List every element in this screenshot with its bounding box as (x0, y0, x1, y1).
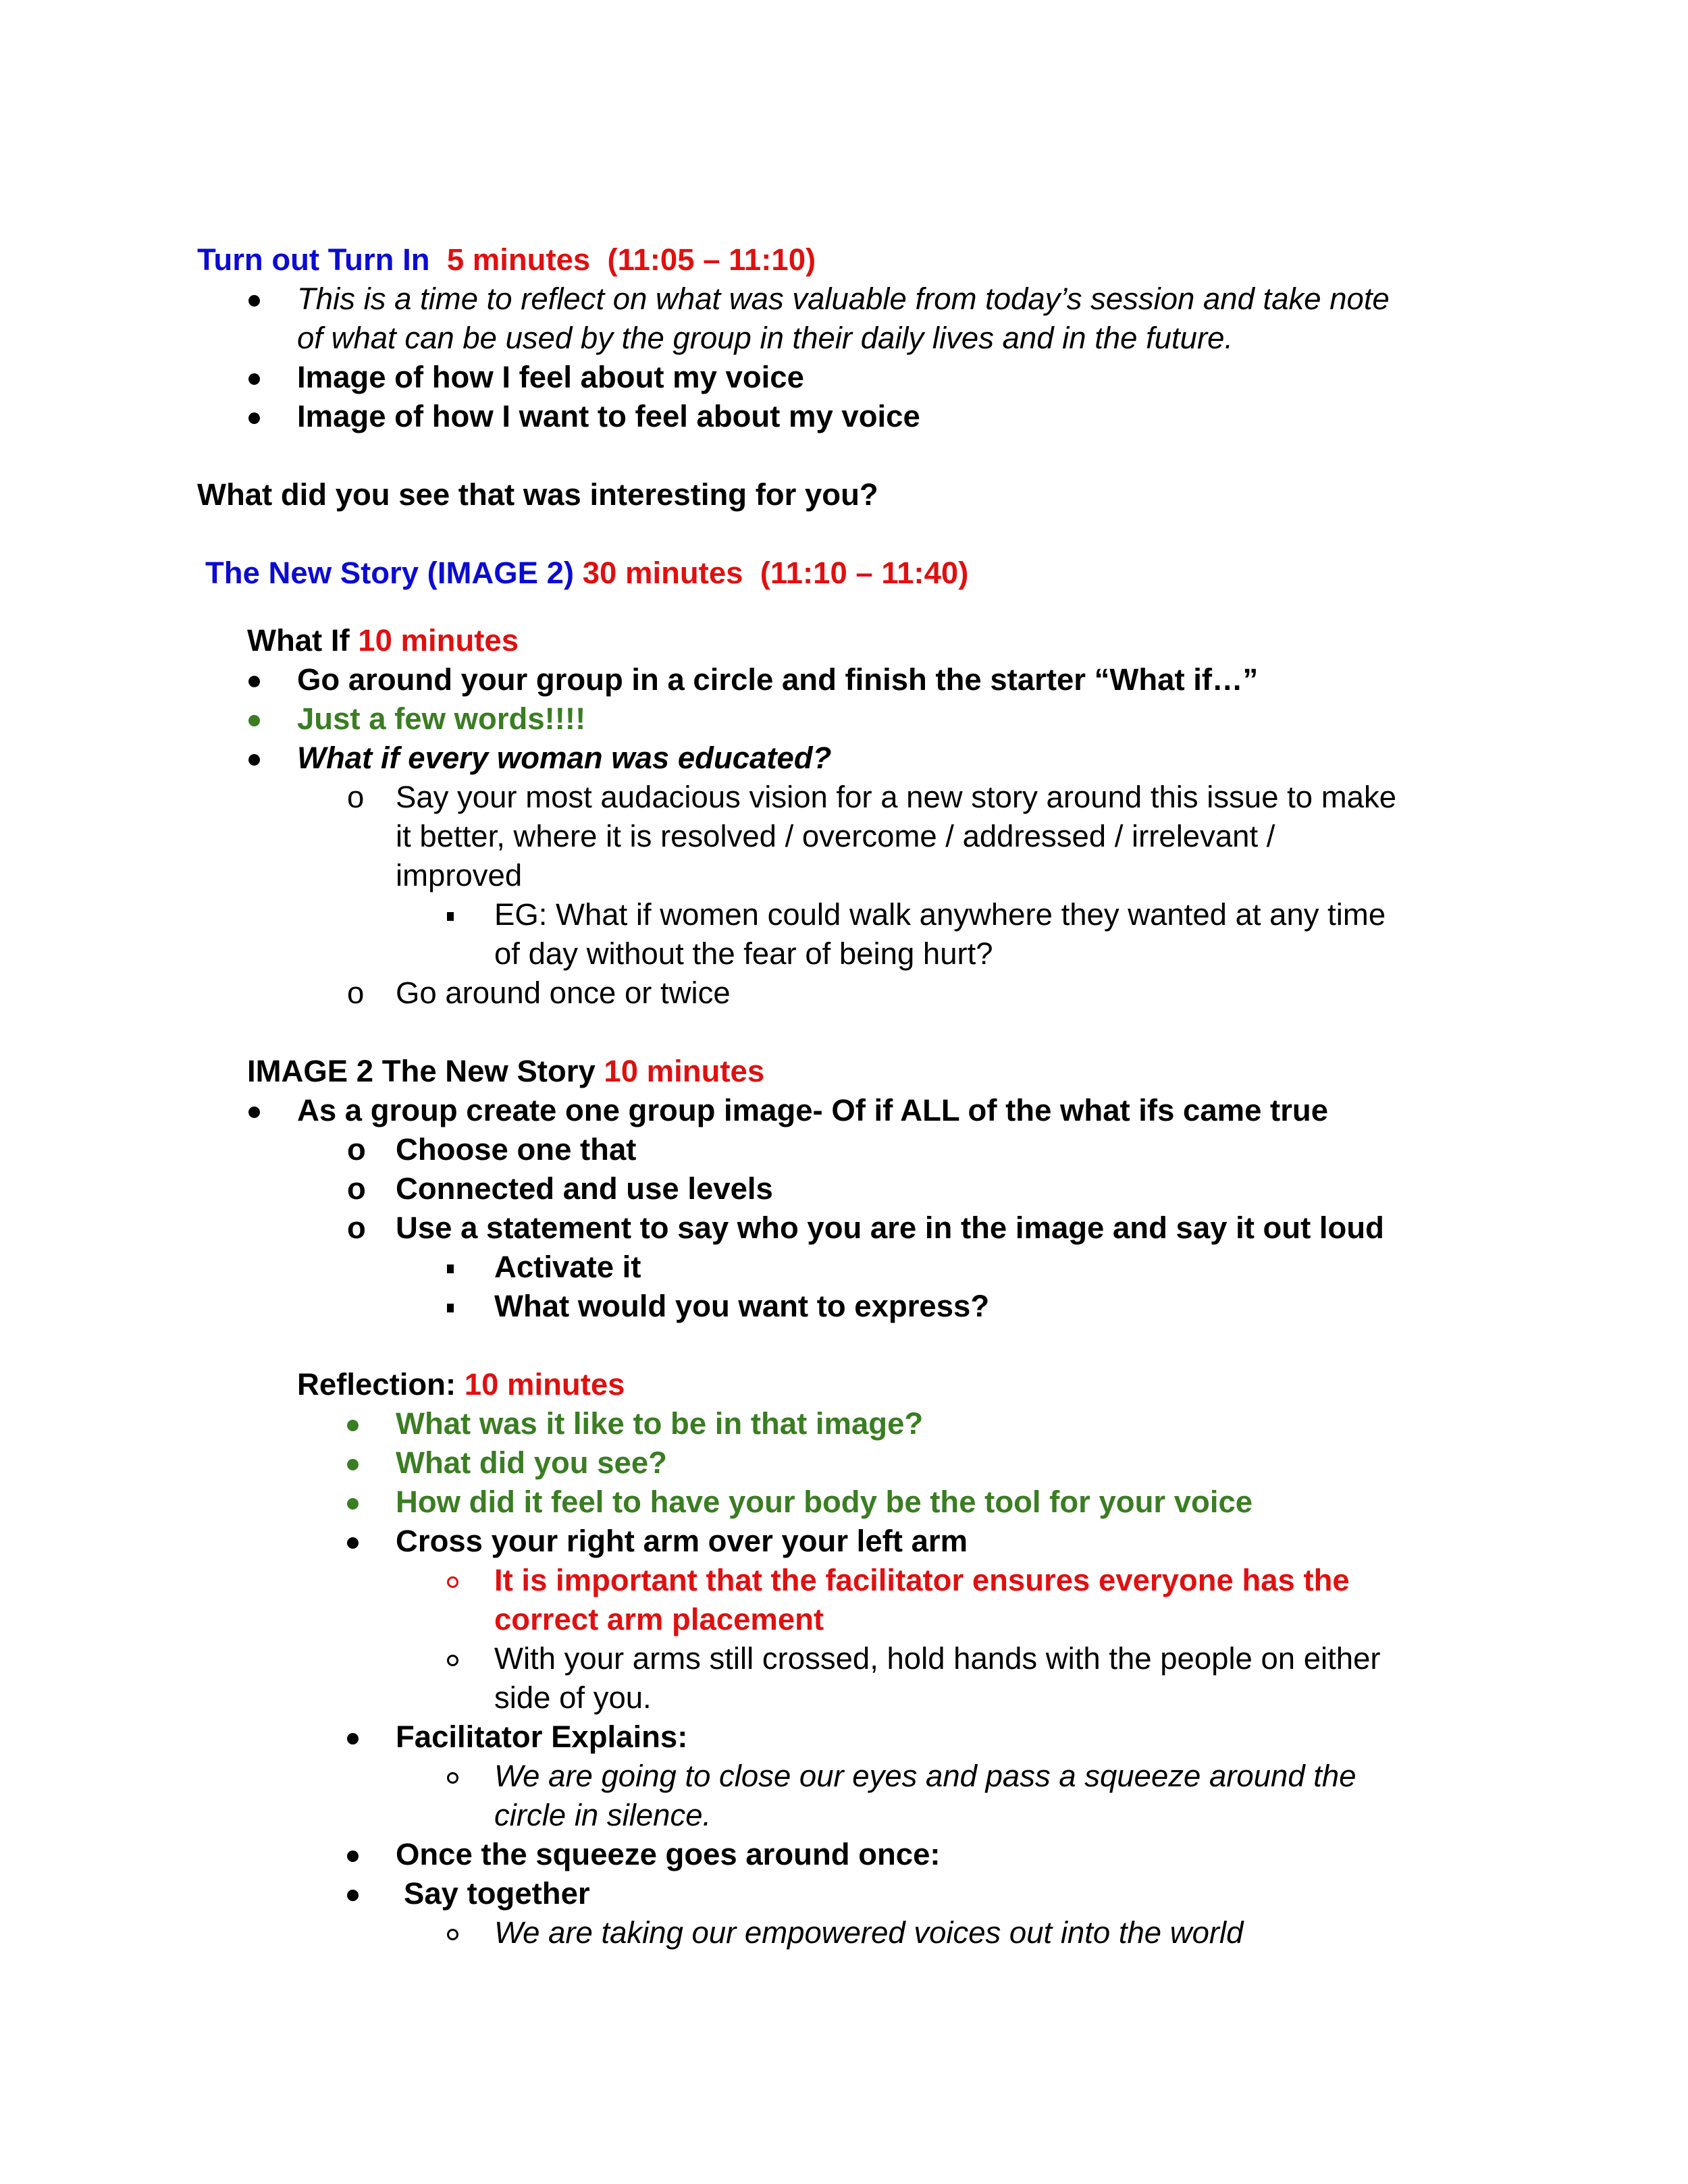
list-item: How did it feel to have your body be the tool for your voice (396, 1485, 1253, 1519)
list-item: What was it like to be in that image? (396, 1406, 924, 1441)
bullet-icon (347, 1443, 359, 1483)
question-heading: What did you see that was interesting for you? (197, 477, 878, 512)
sub-list-item: With your arms still crossed, hold hands with the people on either (494, 1641, 1381, 1676)
circle-bullet-icon (447, 1913, 458, 1952)
bullet-icon (248, 660, 260, 699)
bullet-icon (248, 358, 260, 397)
bullet-icon (347, 1404, 359, 1443)
sub-list-item: Go around once or twice (396, 976, 731, 1010)
subheading-time: 10 minutes (604, 1054, 765, 1088)
bullet-icon (248, 739, 260, 778)
sub-sub-list-item: Activate it (494, 1250, 641, 1284)
list-item: What did you see? (396, 1445, 667, 1480)
section-title: The New Story (IMAGE 2) (205, 556, 575, 590)
what-if-heading (247, 621, 519, 660)
sub-sub-list-item: What would you want to express? (494, 1289, 990, 1323)
o-bullet-icon: o (347, 976, 365, 1010)
bullet-icon (347, 1522, 359, 1561)
sub-list-item-continued: circle in silence. (494, 1798, 712, 1832)
section-range: (11:10 – 11:40) (760, 556, 969, 590)
bullet-icon (248, 279, 260, 319)
bullet-icon (347, 1717, 359, 1757)
subheading-title: Reflection: (297, 1367, 456, 1402)
sub-list-item-continued: improved (396, 858, 523, 893)
o-bullet-icon: o (347, 1171, 366, 1206)
o-bullet-icon: o (347, 1210, 366, 1245)
circle-bullet-icon (447, 1639, 458, 1678)
list-item: Facilitator Explains: (396, 1720, 688, 1754)
bullet-icon (248, 397, 260, 436)
sub-list-item: Use a statement to say who you are in the image and say it out loud (396, 1210, 1384, 1245)
section-heading-turn-out (197, 240, 816, 279)
subheading-time: 10 minutes (464, 1367, 625, 1402)
bullet-icon (248, 1091, 260, 1130)
bullet-icon (347, 1874, 359, 1913)
bullet-icon (347, 1483, 359, 1522)
sub-list-item: We are taking our empowered voices out into the world (494, 1915, 1244, 1950)
section-time: 30 minutes (582, 556, 743, 590)
subheading-title: IMAGE 2 The New Story (247, 1054, 596, 1088)
sub-list-item: Choose one that (396, 1132, 637, 1167)
list-item: Once the squeeze goes around once: (396, 1837, 941, 1871)
section-heading-new-story (205, 554, 968, 593)
o-bullet-icon: o (347, 780, 365, 814)
circle-bullet-icon (447, 1561, 458, 1600)
bullet-icon (248, 699, 260, 739)
list-item: Go around your group in a circle and finish the starter “What if…” (297, 662, 1259, 697)
list-item: What if every woman was educated? (297, 741, 832, 775)
image2-heading (247, 1052, 764, 1091)
subheading-title: What If (247, 623, 350, 658)
list-item: Image of how I want to feel about my voice (297, 399, 920, 433)
sub-list-item-continued: it better, where it is resolved / overcome / addressed / irrelevant / (396, 819, 1275, 853)
section-time: 5 minutes (446, 242, 591, 277)
reflection-heading (297, 1365, 625, 1404)
subheading-time: 10 minutes (358, 623, 519, 658)
sub-list-item-continued: correct arm placement (494, 1602, 824, 1636)
sub-list-item: We are going to close our eyes and pass a squeeze around the (494, 1759, 1356, 1793)
sub-list-item-continued: side of you. (494, 1680, 652, 1715)
bullet-icon (347, 1835, 359, 1874)
sub-list-item: It is important that the facilitator ensures everyone has the (494, 1563, 1350, 1597)
list-item-continued: of what can be used by the group in their daily lives and in the future. (297, 321, 1234, 355)
sub-list-item: Connected and use levels (396, 1171, 773, 1206)
list-item: Say together (404, 1876, 590, 1911)
list-item: Cross your right arm over your left arm (396, 1524, 968, 1558)
section-title: Turn out Turn In (197, 242, 430, 277)
circle-bullet-icon (447, 1757, 458, 1796)
list-item: This is a time to reflect on what was valuable from today’s session and take note (297, 282, 1390, 316)
sub-sub-list-item-continued: of day without the fear of being hurt? (494, 936, 993, 971)
o-bullet-icon: o (347, 1132, 366, 1167)
square-bullet-icon (447, 1248, 454, 1287)
section-range: (11:05 – 11:10) (607, 242, 816, 277)
sub-list-item: Say your most audacious vision for a new story around this issue to make (396, 780, 1396, 814)
square-bullet-icon (447, 895, 454, 934)
list-item: Just a few words!!!! (297, 701, 586, 736)
square-bullet-icon (447, 1287, 454, 1326)
list-item: As a group create one group image- Of if ALL of the what ifs came true (297, 1093, 1329, 1127)
sub-sub-list-item: EG: What if women could walk anywhere they wanted at any time (494, 897, 1386, 932)
list-item: Image of how I feel about my voice (297, 360, 804, 394)
